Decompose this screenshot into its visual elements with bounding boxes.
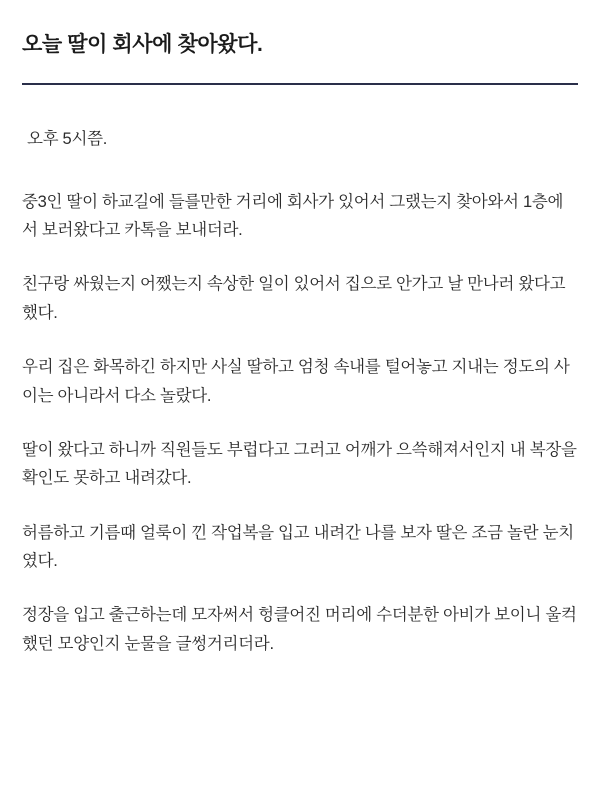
paragraph-3: 친구랑 싸웠는지 어쨌는지 속상한 일이 있어서 집으로 안가고 날 만나러 왔다고 했다. [22,275,566,322]
paragraph-5: 딸이 왔다고 하니까 직원들도 부럽다고 그러고 어깨가 으쓱해져서인지 내 복장을 확인도 못하고 내려갔다. [22,440,577,488]
page-title: 오늘 딸이 회사에 찾아왔다. [22,33,263,57]
paragraph-6: 허름하고 기름때 얼룩이 낀 작업복을 입고 내려간 나를 보자 딸은 조금 놀란 눈치였다. [22,523,574,571]
article-body [22,85,578,658]
paragraph-7: 정장을 입고 출근하는데 모자써서 헝클어진 머리에 수더분한 아비가 보이니 울컥했던 모양인지 눈물을 글썽거리더라. [22,606,577,653]
paragraph-2: 중3인 딸이 하교길에 들를만한 거리에 회사가 있어서 그랬는지 찾아와서 1층에서 보러왔다고 카톡을 보내더라. [22,192,564,240]
paragraph-1: 오후 5시쯤. [27,130,108,149]
document-page [0,14,600,806]
paragraph-4: 우리 집은 화목하긴 하지만 사실 딸하고 엄청 속내를 털어놓고 지내는 정도의 사이는 아니라서 다소 놀랐다. [22,358,570,405]
